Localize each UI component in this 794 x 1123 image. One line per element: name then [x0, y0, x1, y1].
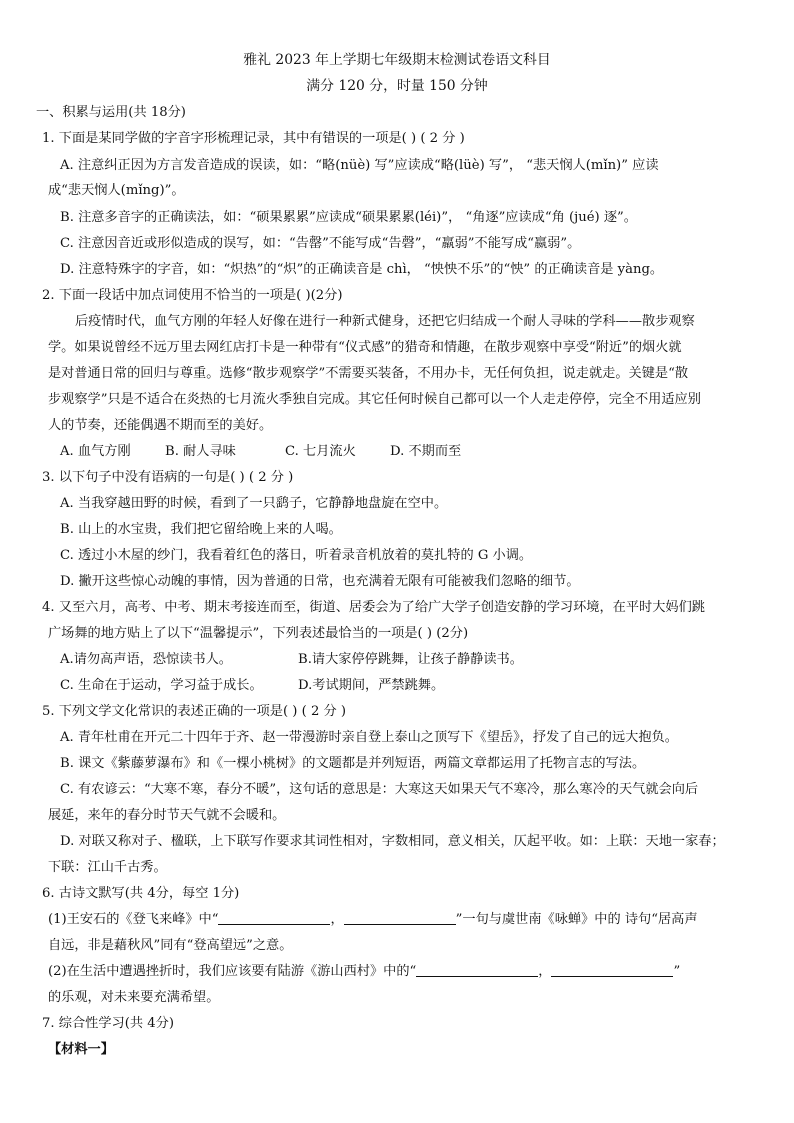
question-6-item-2-pre: (2)在生活中遭遇挫折时，我们应该要有陆游《游山西村》中的“ — [48, 964, 417, 979]
question-6-item-2-post: ” — [673, 964, 681, 979]
question-4-option-d: D.考试期间，严禁跳舞。 — [298, 678, 445, 693]
question-4-option-c: C. 生命在于运动，学习益于成长。 — [60, 678, 263, 693]
question-1-option-a-cont: 成“悲天悯人(mǐng)”。 — [48, 183, 185, 198]
answer-blank[interactable] — [551, 962, 673, 977]
question-2-stem: 2. 下面一段话中加点词使用不恰当的一项是( )(2分) — [42, 288, 343, 303]
question-1-option-d: D. 注意特殊字的字音，如：“炽热”的“炽”的正确读音是 chì， “怏怏不乐”的“怏” 的正确读音是 yàng。 — [60, 262, 664, 277]
section-heading: 一、积累与运用(共 18分) — [36, 105, 186, 120]
question-5-option-a: A. 青年杜甫在开元二十四年于齐、赵一带漫游时亲自登上泰山之顶写下《望岳》，抒发了自己的远大抱负。 — [60, 730, 678, 745]
question-4-stem-cont: 广场舞的地方贴上了以下“温馨提示”，下列表述最恰当的一项是( ) (2分) — [48, 626, 469, 641]
question-1-option-a: A. 注意纠正因为方言发音造成的误读，如：“略(nüè) 写”应读成“略(lüè) 写”， “悲天悯人(mǐn)” 应读 — [60, 158, 659, 173]
question-5-option-c-cont: 展延，来年的春分时节天气就不会暖和。 — [48, 808, 286, 823]
question-2-passage-line: 人的节奏，还能偶遇不期而至的美好。 — [48, 418, 273, 433]
question-6-item-2 — [48, 962, 680, 982]
question-6-stem: 6. 古诗文默写(共 4分，每空 1分) — [42, 886, 240, 901]
question-4-option-a: A.请勿高声语，恐惊读书人。 — [60, 652, 232, 667]
question-1-option-b: B. 注意多音字的正确读法，如：“硕果累累”应读成“硕果累累(léi)”， “角逐”应读成“角 (jué) 逐”。 — [60, 210, 637, 225]
question-5-option-d-cont: 下联：江山千古秀。 — [48, 860, 167, 875]
question-2-passage-line: 学。如果说曾经不远万里去网红店打卡是一种带有“仪式感”的猎奇和情趣，在散步观察中享受“附近”的烟火就 — [48, 340, 682, 355]
question-2-passage-line: 步观察学”只是不适合在炎热的七月流火季独自完成。其它任何时候自己都可以一个人走走停停，完全不用适应别 — [48, 392, 701, 407]
question-5-stem: 5. 下列文学文化常识的表述正确的一项是( ) ( 2 分 ) — [42, 704, 347, 719]
question-3-stem: 3. 以下句子中没有语病的一句是( ) ( 2 分 ) — [42, 470, 294, 485]
exam-title: 雅礼 2023 年上学期七年级期末检测试卷语文科目 — [243, 52, 551, 68]
question-2-option-b: B. 耐人寻味 — [165, 444, 236, 459]
exam-subtitle: 满分 120 分，时量 150 分钟 — [306, 78, 488, 94]
question-1-stem: 1. 下面是某同学做的字音字形梳理记录，其中有错误的一项是( ) ( 2 分 ) — [42, 131, 465, 146]
question-3-option-a: A. 当我穿越田野的时候，看到了一只鹞子，它静静地盘旋在空中。 — [60, 496, 448, 511]
question-2-option-c: C. 七月流火 — [285, 444, 356, 459]
question-2-option-d: D. 不期而至 — [390, 444, 462, 459]
question-3-option-c: C. 透过小木屋的纱门，我看着红色的落日，听着录音机放着的莫扎特的 G 小调。 — [60, 548, 533, 563]
question-7-stem: 7. 综合性学习(共 4分) — [42, 1016, 174, 1031]
question-4-option-b: B.请大家停停跳舞，让孩子静静读书。 — [298, 652, 523, 667]
answer-blank[interactable] — [344, 910, 456, 925]
question-5-option-b: B. 课文《紫藤萝瀑布》和《一棵小桃树》的文题都是并列短语，两篇文章都运用了托物言志的写法。 — [60, 756, 646, 771]
question-1-option-c: C. 注意因音近或形似造成的误写，如：“告罄”不能写成“告磬”，“羸弱”不能写成“嬴弱”。 — [60, 236, 581, 251]
answer-blank[interactable] — [218, 910, 330, 925]
question-4-stem: 4. 又至六月，高考、中考、期末考接连而至，街道、居委会为了给广大学子创造安静的学习环境，在平时大妈们跳 — [42, 600, 705, 615]
question-2-passage-line: 是对普通日常的回归与尊重。选修“散步观察学”不需要买装备，不用办卡，无任何负担，说走就走。关键是“散 — [48, 366, 689, 381]
question-2-passage-line: 后疫情时代，血气方刚的年轻人好像在进行一种新式健身，还把它归结成一个耐人寻味的学科——散步观察 — [75, 314, 695, 329]
question-6-item-1-post: ”一句与虞世南《咏蝉》中的 诗句“居高声 — [455, 912, 698, 927]
question-6-item-1-mid: ， — [330, 912, 344, 927]
question-5-option-d: D. 对联又称对子、楹联，上下联写作要求其词性相对，字数相同，意义相关，仄起平收。如：上联：天地一家春； — [60, 834, 725, 849]
question-6-item-2-mid: ， — [538, 964, 552, 979]
material-heading: 【材料一】 — [48, 1042, 114, 1057]
question-3-option-b: B. 山上的水宝贵，我们把它留给晚上来的人喝。 — [60, 522, 342, 537]
question-6-item-1-pre: (1)王安石的《登飞来峰》中“ — [48, 912, 219, 927]
question-5-option-c: C. 有农谚云：“大寒不寒，春分不暖”，这句话的意思是：大寒这天如果天气不寒冷，那么寒冷的天气就会向后 — [60, 782, 699, 797]
question-6-item-1-cont: 自远，非是藉秋风”同有“登高望远”之意。 — [48, 938, 293, 953]
question-2-option-a: A. 血气方刚 — [60, 444, 131, 459]
answer-blank[interactable] — [416, 962, 538, 977]
question-6-item-2-cont: 的乐观，对未来要充满希望。 — [48, 990, 220, 1005]
question-3-option-d: D. 撇开这些惊心动魄的事情，因为普通的日常，也充满着无限有可能被我们忽略的细节。 — [60, 574, 580, 589]
question-6-item-1 — [48, 910, 698, 930]
